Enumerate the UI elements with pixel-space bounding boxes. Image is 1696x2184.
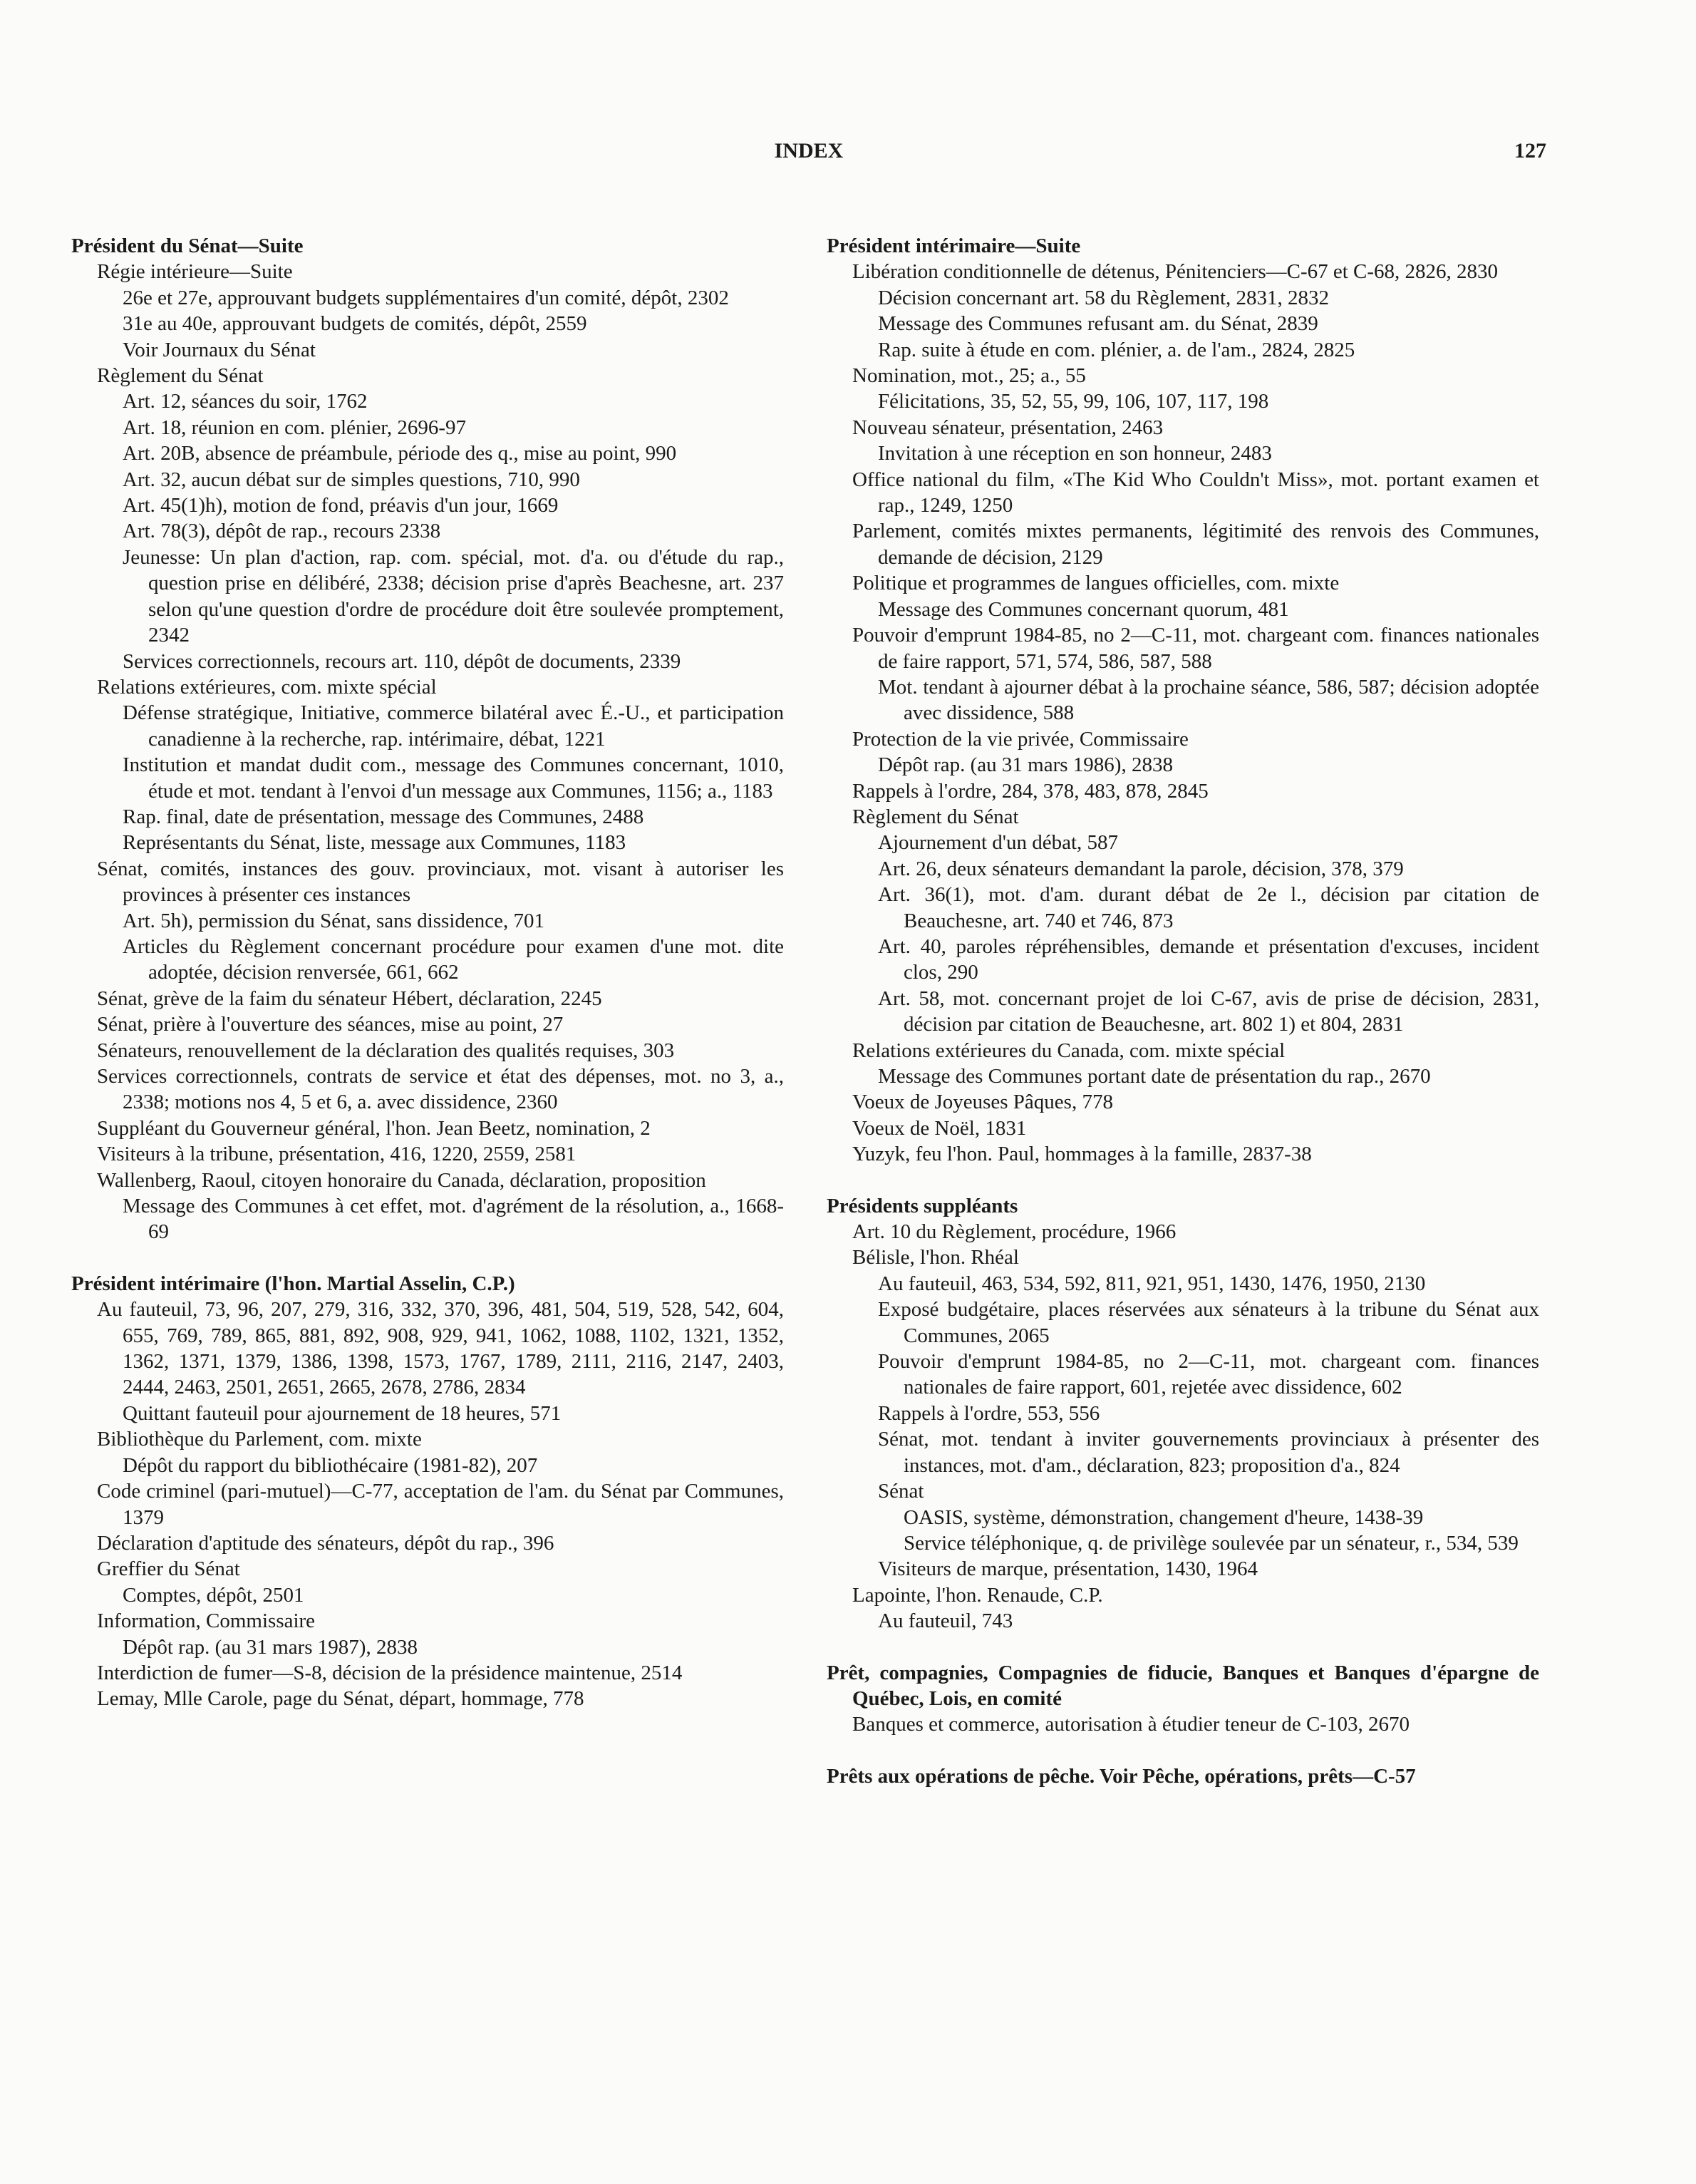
index-column-right	[827, 233, 1539, 1789]
index-entry: Visiteurs à la tribune, présentation, 416, 1220, 2559, 2581	[97, 1143, 576, 1166]
index-entry: Art. 12, séances du soir, 1762	[123, 390, 368, 413]
index-entry: Service téléphonique, q. de privilège soulevée par un sénateur, r., 534, 539	[904, 1531, 1519, 1555]
index-entry: Relations extérieures du Canada, com. mixte spécial	[852, 1039, 1286, 1062]
index-entry: Lapointe, l'hon. Renaude, C.P.	[852, 1583, 1103, 1607]
running-title: INDEX	[774, 139, 844, 163]
index-entry: Message des Communes à cet effet, mot. d'agrément de la résolution, a., 1668-69	[123, 1195, 784, 1244]
index-entry: Code criminel (pari-mutuel)—C-77, acceptation de l'am. du Sénat par Communes, 1379	[97, 1480, 784, 1529]
entry-gap	[827, 1168, 1539, 1193]
index-entry: Règlement du Sénat	[97, 364, 264, 388]
index-entry: Défense stratégique, Initiative, commerce bilatéral avec É.-U., et participation canadienne à la recherche, rap. intérimaire, débat, 1221	[123, 701, 784, 751]
index-heading: Prêts aux opérations de pêche. Voir Pêche, opérations, prêts—C-57	[827, 1764, 1416, 1788]
index-entry: Suppléant du Gouverneur général, l'hon. Jean Beetz, nomination, 2	[97, 1116, 651, 1140]
entry-gap	[827, 1738, 1539, 1763]
index-entry: Comptes, dépôt, 2501	[123, 1583, 304, 1607]
index-entry: Message des Communes refusant am. du Sénat, 2839	[878, 312, 1318, 336]
index-entry: OASIS, système, démonstration, changement d'heure, 1438-39	[904, 1505, 1424, 1529]
index-entry: Exposé budgétaire, places réservées aux sénateurs à la tribune du Sénat aux Communes, 2065	[878, 1298, 1539, 1347]
index-entry: Rappels à l'ordre, 284, 378, 483, 878, 2845	[852, 779, 1209, 803]
index-entry: Sénat	[878, 1480, 924, 1503]
page-number: 127	[1514, 139, 1546, 163]
index-heading: Président intérimaire (l'hon. Martial Asselin, C.P.)	[71, 1272, 515, 1295]
index-entry: Bélisle, l'hon. Rhéal	[852, 1246, 1019, 1269]
index-entry: Rappels à l'ordre, 553, 556	[878, 1401, 1100, 1425]
index-entry: Message des Communes concernant quorum, 481	[878, 597, 1289, 621]
index-entry: Services correctionnels, contrats de service et état des dépenses, mot. no 3, a., 2338; motions nos 4, 5 et 6, a. avec dissidence, 2360	[97, 1065, 784, 1114]
index-entry: Sénat, grève de la faim du sénateur Hébert, déclaration, 2245	[97, 987, 602, 1010]
index-entry: Règlement du Sénat	[852, 805, 1019, 828]
index-entry: Politique et programmes de langues officielles, com. mixte	[852, 572, 1340, 595]
index-entry: Lemay, Mlle Carole, page du Sénat, départ, hommage, 778	[97, 1687, 584, 1711]
index-heading: Président intérimaire—Suite	[827, 235, 1081, 257]
index-entry: Information, Commissaire	[97, 1609, 316, 1633]
entry-gap	[71, 1245, 784, 1271]
index-entry: Invitation à une réception en son honneur, 2483	[878, 442, 1272, 465]
index-entry: Art. 26, deux sénateurs demandant la parole, décision, 378, 379	[878, 857, 1404, 880]
index-entry: Pouvoir d'emprunt 1984-85, no 2—C-11, mot. chargeant com. finances nationales de faire rapport, 571, 574, 586, 587, 588	[852, 624, 1539, 673]
index-entry: Art. 32, aucun débat sur de simples questions, 710, 990	[123, 468, 580, 491]
index-entry: Interdiction de fumer—S-8, décision de la présidence maintenue, 2514	[97, 1661, 683, 1684]
index-entry: Sénat, mot. tendant à inviter gouvernements provinciaux à présenter des instances, mot. d'am., déclaration, 823; proposition d'a., 824	[878, 1428, 1539, 1477]
entry-gap	[827, 1634, 1539, 1660]
index-entry: Voir Journaux du Sénat	[123, 338, 316, 361]
index-heading: Présidents suppléants	[827, 1194, 1018, 1217]
index-entry: Nouveau sénateur, présentation, 2463	[852, 416, 1164, 439]
index-entry: Parlement, comités mixtes permanents, légitimité des renvois des Communes, demande de décision, 2129	[852, 520, 1539, 569]
index-entry: Sénat, prière à l'ouverture des séances, mise au point, 27	[97, 1013, 564, 1036]
index-entry: Art. 20B, absence de préambule, période des q., mise au point, 990	[123, 442, 677, 465]
index-entry: Relations extérieures, com. mixte spécial	[97, 675, 437, 699]
index-entry: Déclaration d'aptitude des sénateurs, dépôt du rap., 396	[97, 1531, 554, 1555]
index-entry: Dépôt du rapport du bibliothécaire (1981-82), 207	[123, 1453, 538, 1477]
index-entry: Art. 45(1)h), motion de fond, préavis d'un jour, 1669	[123, 494, 559, 517]
index-entry: Wallenberg, Raoul, citoyen honoraire du Canada, déclaration, proposition	[97, 1168, 706, 1192]
index-entry: Visiteurs de marque, présentation, 1430, 1964	[878, 1557, 1258, 1581]
index-entry: Voeux de Noël, 1831	[852, 1116, 1027, 1140]
index-entry: Bibliothèque du Parlement, com. mixte	[97, 1428, 422, 1451]
index-entry: Sénat, comités, instances des gouv. provinciaux, mot. visant à autoriser les provinces à présenter ces instances	[97, 857, 784, 907]
index-entry: Articles du Règlement concernant procédure pour examen d'une mot. dite adoptée, décision renversée, 661, 662	[123, 934, 784, 984]
index-entry: Décision concernant art. 58 du Règlement, 2831, 2832	[878, 286, 1330, 309]
index-entry: Pouvoir d'emprunt 1984-85, no 2—C-11, mot. chargeant com. finances nationales de faire rapport, 601, rejetée avec dissidence, 602	[878, 1350, 1539, 1399]
index-entry: Art. 78(3), dépôt de rap., recours 2338	[123, 520, 441, 543]
index-entry: Sénateurs, renouvellement de la déclaration des qualités requises, 303	[97, 1039, 675, 1062]
index-entry: Quittant fauteuil pour ajournement de 18 heures, 571	[123, 1401, 562, 1425]
index-entry: Art. 40, paroles répréhensibles, demande et présentation d'excuses, incident clos, 290	[878, 934, 1539, 984]
page-header	[71, 139, 1546, 175]
index-entry: Au fauteuil, 463, 534, 592, 811, 921, 951, 1430, 1476, 1950, 2130	[878, 1272, 1426, 1295]
index-entry: Protection de la vie privée, Commissaire	[852, 727, 1189, 751]
index-entry: Art. 18, réunion en com. plénier, 2696-97	[123, 416, 467, 439]
index-entry: Jeunesse: Un plan d'action, rap. com. spécial, mot. d'a. ou d'étude du rap., question prise en délibéré, 2338; décision prise d'après Beachesne, art. 237 selon qu'une question d'ordre de procédure doit être soulevée promptement, 2342	[123, 545, 784, 647]
index-entry: 31e au 40e, approuvant budgets de comités, dépôt, 2559	[123, 312, 587, 336]
index-heading: Président du Sénat—Suite	[71, 235, 304, 257]
index-entry: Rap. final, date de présentation, message des Communes, 2488	[123, 805, 644, 828]
index-entry: Ajournement d'un débat, 587	[878, 831, 1119, 855]
index-column-left	[71, 233, 784, 1712]
index-entry: Art. 58, mot. concernant projet de loi C-67, avis de prise de décision, 2831, décision par citation de Beauchesne, art. 802 1) et 804, 2831	[878, 987, 1539, 1036]
index-entry: Félicitations, 35, 52, 55, 99, 106, 107, 117, 198	[878, 390, 1269, 413]
index-entry: Régie intérieure—Suite	[97, 260, 293, 284]
index-entry: Voeux de Joyeuses Pâques, 778	[852, 1091, 1113, 1114]
index-entry: Dépôt rap. (au 31 mars 1986), 2838	[878, 753, 1173, 777]
index-entry: Art. 10 du Règlement, procédure, 1966	[852, 1220, 1177, 1244]
index-entry: 26e et 27e, approuvant budgets supplémentaires d'un comité, dépôt, 2302	[123, 286, 729, 309]
index-entry: Art. 5h), permission du Sénat, sans dissidence, 701	[123, 909, 545, 932]
index-entry: Services correctionnels, recours art. 110, dépôt de documents, 2339	[123, 649, 681, 673]
index-entry: Mot. tendant à ajourner débat à la prochaine séance, 586, 587; décision adoptée avec dissidence, 588	[878, 675, 1539, 725]
index-entry: Rap. suite à étude en com. plénier, a. de l'am., 2824, 2825	[878, 338, 1355, 361]
index-entry: Message des Communes portant date de présentation du rap., 2670	[878, 1065, 1431, 1088]
index-entry: Au fauteuil, 743	[878, 1609, 1013, 1633]
index-entry: Banques et commerce, autorisation à étudier teneur de C-103, 2670	[852, 1713, 1410, 1736]
index-entry: Dépôt rap. (au 31 mars 1987), 2838	[123, 1635, 418, 1659]
index-entry: Représentants du Sénat, liste, message aux Communes, 1183	[123, 831, 626, 855]
index-entry: Office national du film, «The Kid Who Couldn't Miss», mot. portant examen et rap., 1249, 1250	[852, 468, 1539, 517]
index-entry: Libération conditionnelle de détenus, Pénitenciers—C-67 et C-68, 2826, 2830	[852, 260, 1499, 284]
index-entry: Yuzyk, feu l'hon. Paul, hommages à la famille, 2837-38	[852, 1143, 1312, 1166]
index-entry: Greffier du Sénat	[97, 1557, 240, 1581]
index-entry: Au fauteuil, 73, 96, 207, 279, 316, 332, 370, 396, 481, 504, 519, 528, 542, 604, 655, 769, 789, 865, 881, 892, 908, 929, 941, 1062, 1088, 1102, 1321, 1352, 1362, 1371, 1379, 1386, 1398, 1573, 1767, 1789, 2111, 2116, 2147, 2403, 2444, 2463, 2501, 2651, 2665, 2678, 2786, 2834	[97, 1298, 784, 1399]
index-entry: Institution et mandat dudit com., message des Communes concernant, 1010, étude et mot. tendant à l'envoi d'un message aux Communes, 1156; a., 1183	[123, 753, 784, 803]
index-heading: Prêt, compagnies, Compagnies de fiducie, Banques et Banques d'épargne de Québec, Lois, en comité	[827, 1661, 1539, 1710]
index-entry: Nomination, mot., 25; a., 55	[852, 364, 1086, 388]
index-entry: Art. 36(1), mot. d'am. durant débat de 2e l., décision par citation de Beauchesne, art. 740 et 746, 873	[878, 883, 1539, 932]
